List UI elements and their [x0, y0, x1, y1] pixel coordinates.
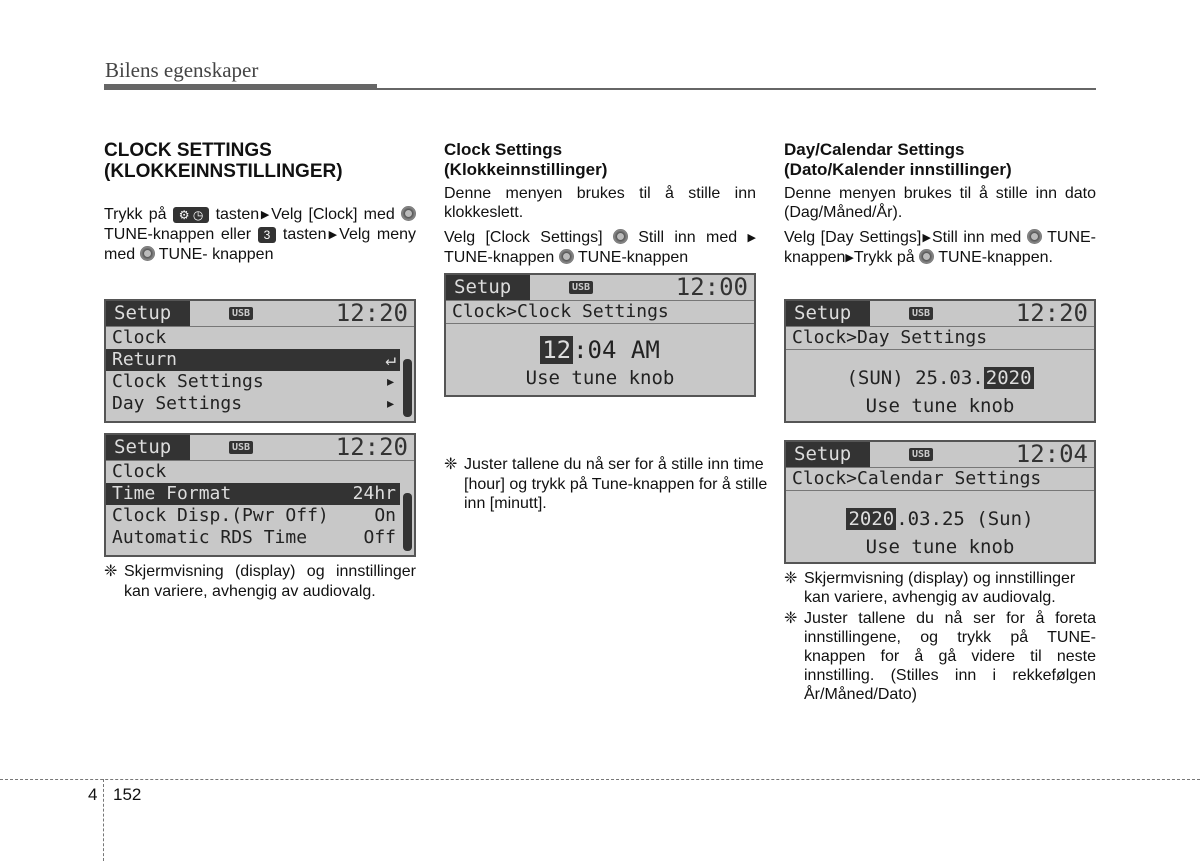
section-heading: Clock Settings (Klokkeinnstillinger) [444, 140, 608, 179]
lcd-value: Off [363, 527, 396, 548]
lcd-setup-label: Setup [786, 442, 870, 467]
lcd-title-row: Clock>Clock Settings [446, 301, 754, 324]
lcd-value: 24hr [352, 483, 396, 504]
arrow-right-icon: ▶ [326, 229, 340, 241]
lcd-title-row: Clock>Day Settings [786, 327, 1094, 350]
display-screen-time-format [104, 433, 416, 557]
lcd-menu-item-time-format: Time Format 24hr [106, 483, 400, 505]
footer-rule [0, 779, 1200, 780]
note-mark: ❈ [104, 563, 118, 580]
lcd-setup-label: Setup [786, 301, 870, 326]
lcd-time: 12:20 [335, 433, 408, 461]
lcd-menu-item-clock-disp: Clock Disp.(Pwr Off) On [112, 505, 396, 526]
footer-divider [103, 779, 104, 861]
usb-icon: USB [569, 281, 593, 294]
lcd-menu-item-day-settings: Day Settings ▸ [112, 393, 396, 414]
arrow-right-icon: ▶ [259, 209, 272, 221]
lcd-menu-item-return: Return ↵ [106, 349, 400, 371]
chevron-right-icon: ▸ [385, 371, 396, 392]
lcd-title-row: Clock>Calendar Settings [786, 468, 1094, 491]
lcd-hint: Use tune knob [865, 536, 1015, 558]
section-heading: Day/Calendar Settings (Dato/Kalender innstillinger) [784, 140, 1012, 179]
tune-knob-icon [919, 249, 934, 264]
lcd-title-row: Clock [112, 461, 167, 482]
lcd-time: 12:04 [1015, 440, 1088, 468]
description-text: Denne menyen brukes til å stille inn dato (Dag/Måned/År). [784, 185, 1096, 221]
section-heading [104, 140, 416, 182]
lcd-setup-label: Setup [446, 275, 530, 300]
instruction-paragraph: Velg [Day Settings]▶Still inn med TUNE-knappen▶Trykk på TUNE-knappen. [784, 229, 1096, 266]
column-clock-settings-detail [444, 140, 756, 267]
heading-line-2: (KLOKKEINNSTILLINGER) [104, 161, 343, 182]
page-number: 152 [113, 785, 142, 804]
notes-block [784, 569, 1096, 704]
display-screen-day-settings [784, 299, 1096, 423]
lcd-setup-label: Setup [106, 435, 190, 460]
lcd-scrollbar [403, 359, 412, 417]
display-screen-calendar-settings [784, 440, 1096, 564]
column-day-calendar-settings [784, 140, 1096, 268]
setup-key-icon: ⚙ ◷ [173, 207, 210, 223]
note-mark: ❈ [444, 456, 458, 473]
tune-knob-icon [613, 229, 628, 244]
lcd-setup-label: Setup [106, 301, 190, 326]
note-adjust-date: ❈ Juster tallene du nå ser for å foreta innstillingene, og trykk på TUNE-knappen for å gå videre til neste innstilling. (Stilles inn i rekkefølgen År/Måned/Dato) [784, 610, 1096, 703]
return-icon: ↵ [385, 349, 396, 370]
header-bar-thick [104, 84, 377, 90]
lcd-date-setting: 2020 .03.25 (Sun) [848, 508, 1034, 530]
tune-knob-icon [559, 249, 574, 264]
key-3-icon: 3 [258, 227, 277, 243]
tune-knob-icon [140, 246, 155, 261]
running-header: Bilens egenskaper [105, 58, 259, 82]
lcd-time-setting: 12:04 AM [542, 336, 660, 364]
lcd-scrollbar [403, 493, 412, 551]
lcd-title-row: Clock [112, 327, 167, 348]
usb-icon: USB [229, 441, 253, 454]
arrow-right-icon: ▶ [747, 232, 756, 244]
description-text: Denne menyen brukes til å stille inn klokkeslett. [444, 185, 756, 221]
note-mark: ❈ [784, 570, 798, 587]
heading-line-1: CLOCK SETTINGS [104, 140, 272, 161]
note-adjust-hour: ❈ Juster tallene du nå ser for å stille inn time [hour] og trykk på Tune-knappen for å stille inn [minutt]. [444, 456, 768, 512]
lcd-hint: Use tune knob [865, 395, 1015, 417]
arrow-right-icon: ▶ [921, 232, 932, 244]
lcd-time: 12:20 [1015, 299, 1088, 327]
header-rule [377, 88, 1096, 90]
instruction-paragraph: Velg [Clock Settings] Still inn med ▶ TUNE-knappen TUNE-knappen [444, 229, 756, 266]
lcd-time: 12:20 [335, 299, 408, 327]
usb-icon: USB [909, 307, 933, 320]
lcd-time: 12:00 [675, 273, 748, 301]
chapter-number: 4 [88, 785, 98, 804]
instruction-paragraph: Trykk på ⚙ ◷ tasten▶Velg [Clock] med TUNE-knappen eller 3 tasten▶Velg meny med TUNE- knappen [104, 206, 416, 263]
note-mark: ❈ [784, 610, 798, 627]
lcd-menu-item-rds-time: Automatic RDS Time Off [112, 527, 396, 548]
lcd-value: On [374, 505, 396, 526]
usb-icon: USB [229, 307, 253, 320]
lcd-menu-item-clock-settings: Clock Settings ▸ [112, 371, 396, 392]
lcd-date-setting: (SUN) 25.03. 2020 [846, 367, 1032, 389]
chevron-right-icon: ▸ [385, 393, 396, 414]
lcd-hint: Use tune knob [525, 367, 675, 389]
arrow-right-icon: ▶ [845, 252, 854, 264]
note-display: ❈ Skjermvisning (display) og innstillinger kan variere, avhengig av audiovalg. [784, 570, 1076, 606]
tune-knob-icon [1027, 229, 1042, 244]
note-display: ❈ Skjermvisning (display) og innstillinger kan variere, avhengig av audiovalg. [104, 563, 416, 600]
display-screen-clock-settings [444, 273, 756, 397]
display-screen-clock-menu [104, 299, 416, 423]
usb-icon: USB [909, 448, 933, 461]
column-clock-settings [104, 140, 416, 264]
tune-knob-icon [401, 206, 416, 221]
